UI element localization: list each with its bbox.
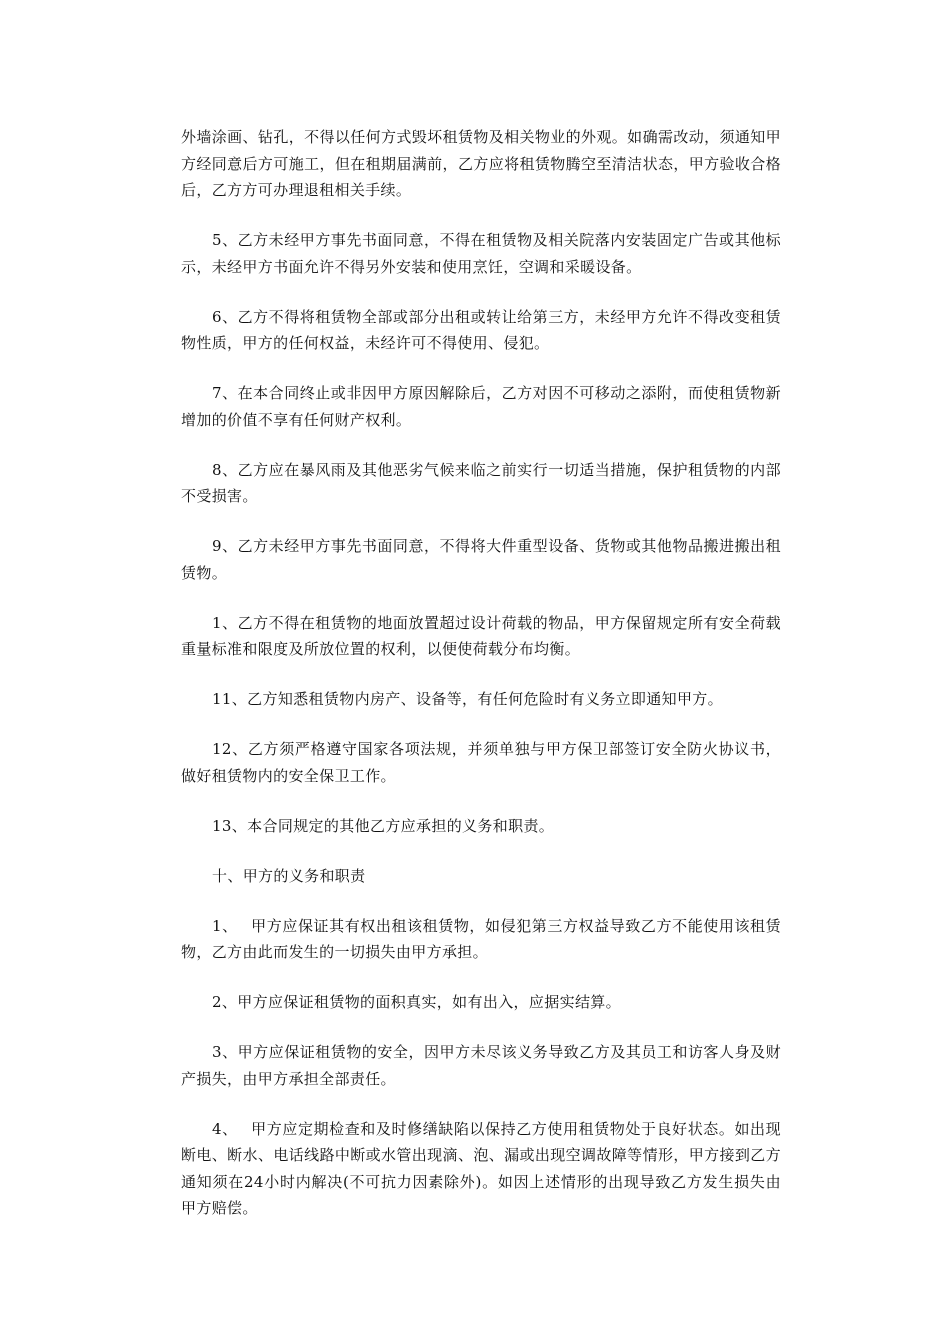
paragraph-clause-5: 5、乙方未经甲方事先书面同意，不得在租赁物及相关院落内安装固定广告或其他标示，未经甲方书面允许不得另外安装和使用烹饪，空调和采暖设备。 [181,231,781,276]
paragraph-clause-9: 9、乙方未经甲方事先书面同意，不得将大件重型设备、货物或其他物品搬进搬出租赁物。 [181,537,781,582]
paragraph-clause-8: 8、乙方应在暴风雨及其他恶劣气候来临之前实行一切适当措施，保护租赁物的内部不受损害。 [181,460,781,505]
document-body [181,124,781,1245]
paragraph-party-a-2: 2、甲方应保证租赁物的面积真实，如有出入，应据实结算。 [212,993,621,1011]
paragraph-clause-13: 13、本合同规定的其他乙方应承担的义务和职责。 [212,816,555,835]
section-heading: 十、甲方的义务和职责 [212,866,366,885]
paragraph-party-a-3: 3、甲方应保证租赁物的安全，因甲方未尽该义务导致乙方及其员工和访客人身及财产损失，由甲方承担全部责任。 [181,1043,781,1088]
paragraph-clause-1-load: 1、乙方不得在租赁物的地面放置超过设计荷载的物品，甲方保留规定所有安全荷载重量标准和限度及所放位置的权利，以便使荷载分布均衡。 [181,613,781,658]
paragraph-clause-12: 12、乙方须严格遵守国家各项法规，并须单独与甲方保卫部签订安全防火协议书，做好租赁物内的安全保卫工作。 [181,740,781,785]
paragraph-party-a-4: 4、 甲方应定期检查和及时修缮缺陷以保持乙方使用租赁物处于良好状态。如出现断电、断水、电话线路中断或水管出现滴、泡、漏或出现空调故障等情形，甲方接到乙方通知须在24小时内解决(不可抗力因素除外)。如因上述情形的出现导致乙方发生损失由甲方赔偿。 [181,1119,781,1217]
paragraph-party-a-1: 1、 甲方应保证其有权出租该租赁物，如侵犯第三方权益导致乙方不能使用该租赁物，乙方由此而发生的一切损失由甲方承担。 [181,916,781,961]
paragraph-continuation: 外墙涂画、钻孔，不得以任何方式毁坏租赁物及相关物业的外观。如确需改动，须通知甲方经同意后方可施工，但在租期届满前，乙方应将租赁物腾空至清洁状态，甲方验收合格后，乙方方可办理退租相关手续。 [181,128,781,199]
paragraph-clause-7: 7、在本合同终止或非因甲方原因解除后，乙方对因不可移动之添附，而使租赁物新增加的价值不享有任何财产权利。 [181,384,781,429]
paragraph-clause-6: 6、乙方不得将租赁物全部或部分出租或转让给第三方，未经甲方允许不得改变租赁物性质，甲方的任何权益，未经许可不得使用、侵犯。 [181,307,781,352]
paragraph-clause-11: 11、乙方知悉租赁物内房产、设备等，有任何危险时有义务立即通知甲方。 [212,690,723,708]
